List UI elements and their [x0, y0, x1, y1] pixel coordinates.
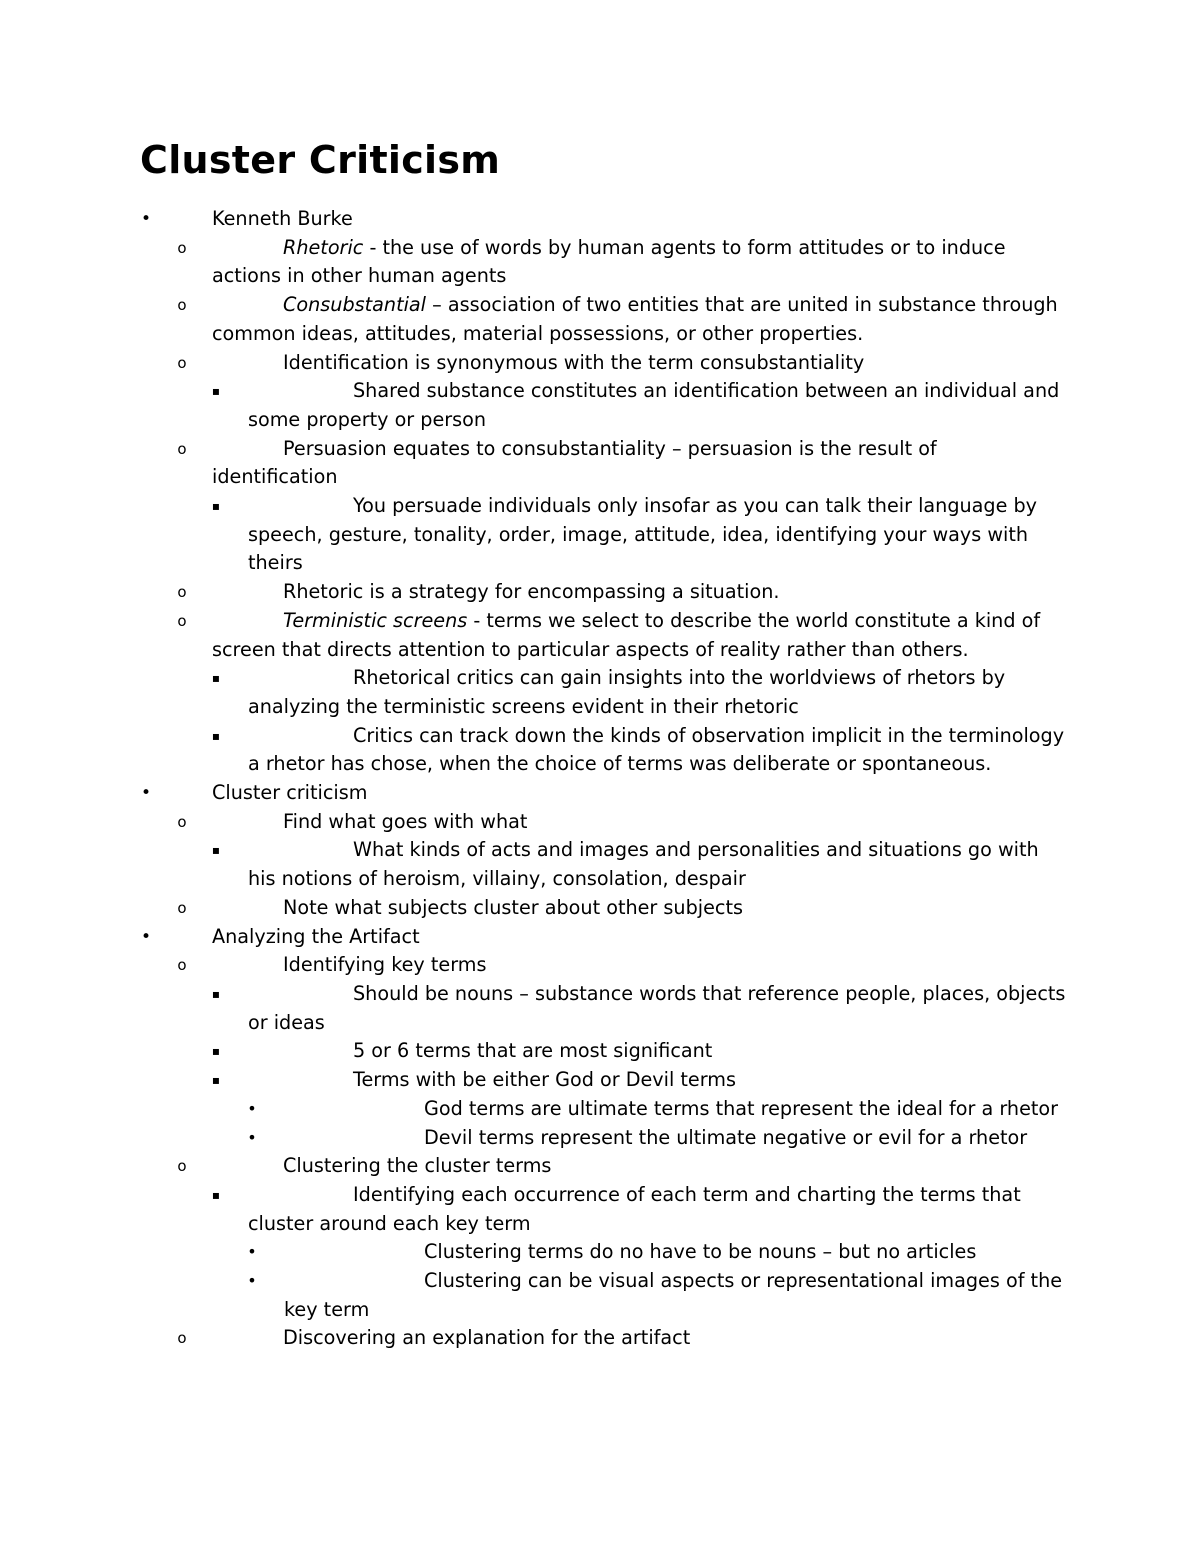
defined-term: Consubstantial: [283, 293, 427, 317]
outline-item-level-3: [0, 492, 1200, 578]
outline-item-level-2: [0, 1324, 1200, 1353]
outline-item-level-2: [0, 578, 1200, 607]
outline-item-level-2: [0, 951, 1200, 980]
bullet-marker: ▪: [211, 671, 221, 686]
definition-text: – association of two entities that are united in substance through: [426, 293, 1058, 317]
definition-text: - the use of words by human agents to form attitudes or to induce: [363, 235, 1006, 259]
item-text-line: Should be nouns – substance words that reference people, places, objects: [353, 981, 1066, 1005]
bullet-marker: •: [140, 926, 152, 947]
item-text-line: Shared substance constitutes an identification between an individual and: [353, 379, 1060, 403]
bullet-marker: o: [177, 812, 187, 831]
bullet-marker: o: [177, 583, 187, 602]
item-text-line: Clustering the cluster terms: [283, 1154, 552, 1178]
bullet-marker: ▪: [211, 1187, 221, 1202]
outline-item-level-3: [0, 722, 1200, 779]
bullet-marker: ▪: [211, 384, 221, 399]
item-text-line: Kenneth Burke: [212, 207, 353, 230]
defined-term: Rhetoric: [283, 235, 364, 259]
outline-item-level-2: [0, 894, 1200, 923]
outline-list: [0, 205, 1200, 1353]
outline-item-level-2: [0, 349, 1200, 378]
item-text-line: You persuade individuals only insofar as you can talk their language by: [353, 494, 1038, 518]
item-text-line: Identifying each occurrence of each term and charting the terms that: [353, 1182, 1021, 1206]
bullet-marker: o: [177, 956, 187, 975]
bullet-marker: •: [247, 1098, 257, 1118]
item-text-line: Critics can track down the kinds of observation implicit in the terminology: [353, 723, 1065, 747]
item-text-line: What kinds of acts and images and personalities and situations go with: [353, 838, 1039, 862]
bullet-marker: o: [177, 611, 187, 630]
outline-item-level-3: [0, 377, 1200, 434]
item-text-line: Discovering an explanation for the artifact: [283, 1326, 691, 1350]
bullet-marker: ▪: [211, 1044, 221, 1059]
item-text-line: speech, gesture, tonality, order, image, attitude, idea, identifying your ways with: [248, 522, 1029, 546]
item-text-line: Find what goes with what: [283, 809, 528, 833]
item-text-line: Identifying key terms: [283, 953, 487, 977]
page-title: Cluster Criticism: [140, 138, 501, 182]
outline-item-level-2: [0, 291, 1200, 348]
outline-item-level-1: [0, 779, 1200, 808]
item-text-line: Note what subjects cluster about other subjects: [283, 895, 743, 919]
outline-item-level-3: [0, 980, 1200, 1037]
item-text-line: Persuasion equates to consubstantiality – persuasion is the result of: [283, 436, 937, 460]
bullet-marker: ▪: [211, 1073, 221, 1088]
item-text-line: actions in other human agents: [212, 264, 507, 288]
item-text-line: God terms are ultimate terms that represent the ideal for a rhetor: [424, 1096, 1059, 1120]
bullet-marker: •: [247, 1271, 257, 1291]
item-text-line: 5 or 6 terms that are most significant: [353, 1039, 713, 1063]
bullet-marker: o: [177, 353, 187, 372]
item-text-line: cluster around each key term: [248, 1211, 531, 1235]
item-text-line: or ideas: [248, 1010, 325, 1034]
bullet-marker: o: [177, 1157, 187, 1176]
bullet-marker: o: [177, 296, 187, 315]
item-text-line: Rhetorical critics can gain insights into the worldviews of rhetors by: [353, 666, 1006, 690]
item-text-line: Analyzing the Artifact: [212, 924, 420, 948]
outline-item-level-3: [0, 1066, 1200, 1095]
outline-item-level-4: [0, 1095, 1200, 1124]
item-text-line: Identification is synonymous with the term consubstantiality: [283, 350, 865, 374]
outline-item-level-1: [0, 205, 1200, 234]
item-text-line: a rhetor has chose, when the choice of terms was deliberate or spontaneous.: [248, 752, 992, 776]
defined-term: Terministic screens: [283, 608, 468, 632]
outline-item-level-3: [0, 1037, 1200, 1066]
outline-item-level-4: [0, 1124, 1200, 1153]
item-text-line: [212, 607, 1200, 636]
bullet-marker: •: [247, 1127, 257, 1147]
item-text-line: Devil terms represent the ultimate negative or evil for a rhetor: [424, 1125, 1028, 1149]
item-text-line: identification: [212, 465, 338, 489]
bullet-marker: o: [177, 898, 187, 917]
bullet-marker: o: [177, 439, 187, 458]
bullet-marker: •: [140, 209, 152, 229]
outline-item-level-3: [0, 1181, 1200, 1238]
item-text-line: [212, 291, 1200, 320]
outline-item-level-2: [0, 234, 1200, 291]
bullet-marker: ▪: [211, 843, 221, 858]
item-text-line: theirs: [248, 551, 303, 575]
outline-item-level-2: [0, 808, 1200, 837]
item-text-line: Terms with be either God or Devil terms: [353, 1068, 736, 1092]
bullet-marker: •: [140, 783, 152, 804]
definition-text: - terms we select to describe the world constitute a kind of: [467, 608, 1041, 632]
outline-item-level-4: [0, 1238, 1200, 1267]
item-text-line: common ideas, attitudes, material possessions, or other properties.: [212, 321, 864, 345]
bullet-marker: ▪: [211, 728, 221, 743]
bullet-marker: o: [177, 238, 187, 257]
item-text-line: key term: [284, 1297, 370, 1321]
outline-item-level-3: [0, 836, 1200, 893]
bullet-marker: ▪: [211, 986, 221, 1001]
outline-item-level-2: [0, 435, 1200, 492]
bullet-marker: ▪: [211, 499, 221, 514]
outline-item-level-1: [0, 923, 1200, 952]
bullet-marker: •: [247, 1242, 257, 1262]
item-text-line: his notions of heroism, villainy, consolation, despair: [248, 867, 746, 891]
item-text-line: Clustering can be visual aspects or representational images of the: [424, 1269, 1063, 1293]
bullet-marker: o: [177, 1329, 187, 1348]
item-text-line: [212, 234, 1200, 263]
item-text-line: Rhetoric is a strategy for encompassing a situation.: [283, 580, 780, 604]
outline-item-level-3: [0, 664, 1200, 721]
item-text-line: analyzing the terministic screens evident in their rhetoric: [248, 694, 799, 718]
item-text-line: Cluster criticism: [212, 781, 368, 805]
item-text-line: some property or person: [248, 407, 487, 431]
outline-item-level-2: [0, 607, 1200, 664]
outline-item-level-2: [0, 1152, 1200, 1181]
item-text-line: screen that directs attention to particular aspects of reality rather than others.: [212, 637, 969, 661]
outline-item-level-4: [0, 1267, 1200, 1324]
item-text-line: Clustering terms do no have to be nouns – but no articles: [424, 1240, 977, 1264]
